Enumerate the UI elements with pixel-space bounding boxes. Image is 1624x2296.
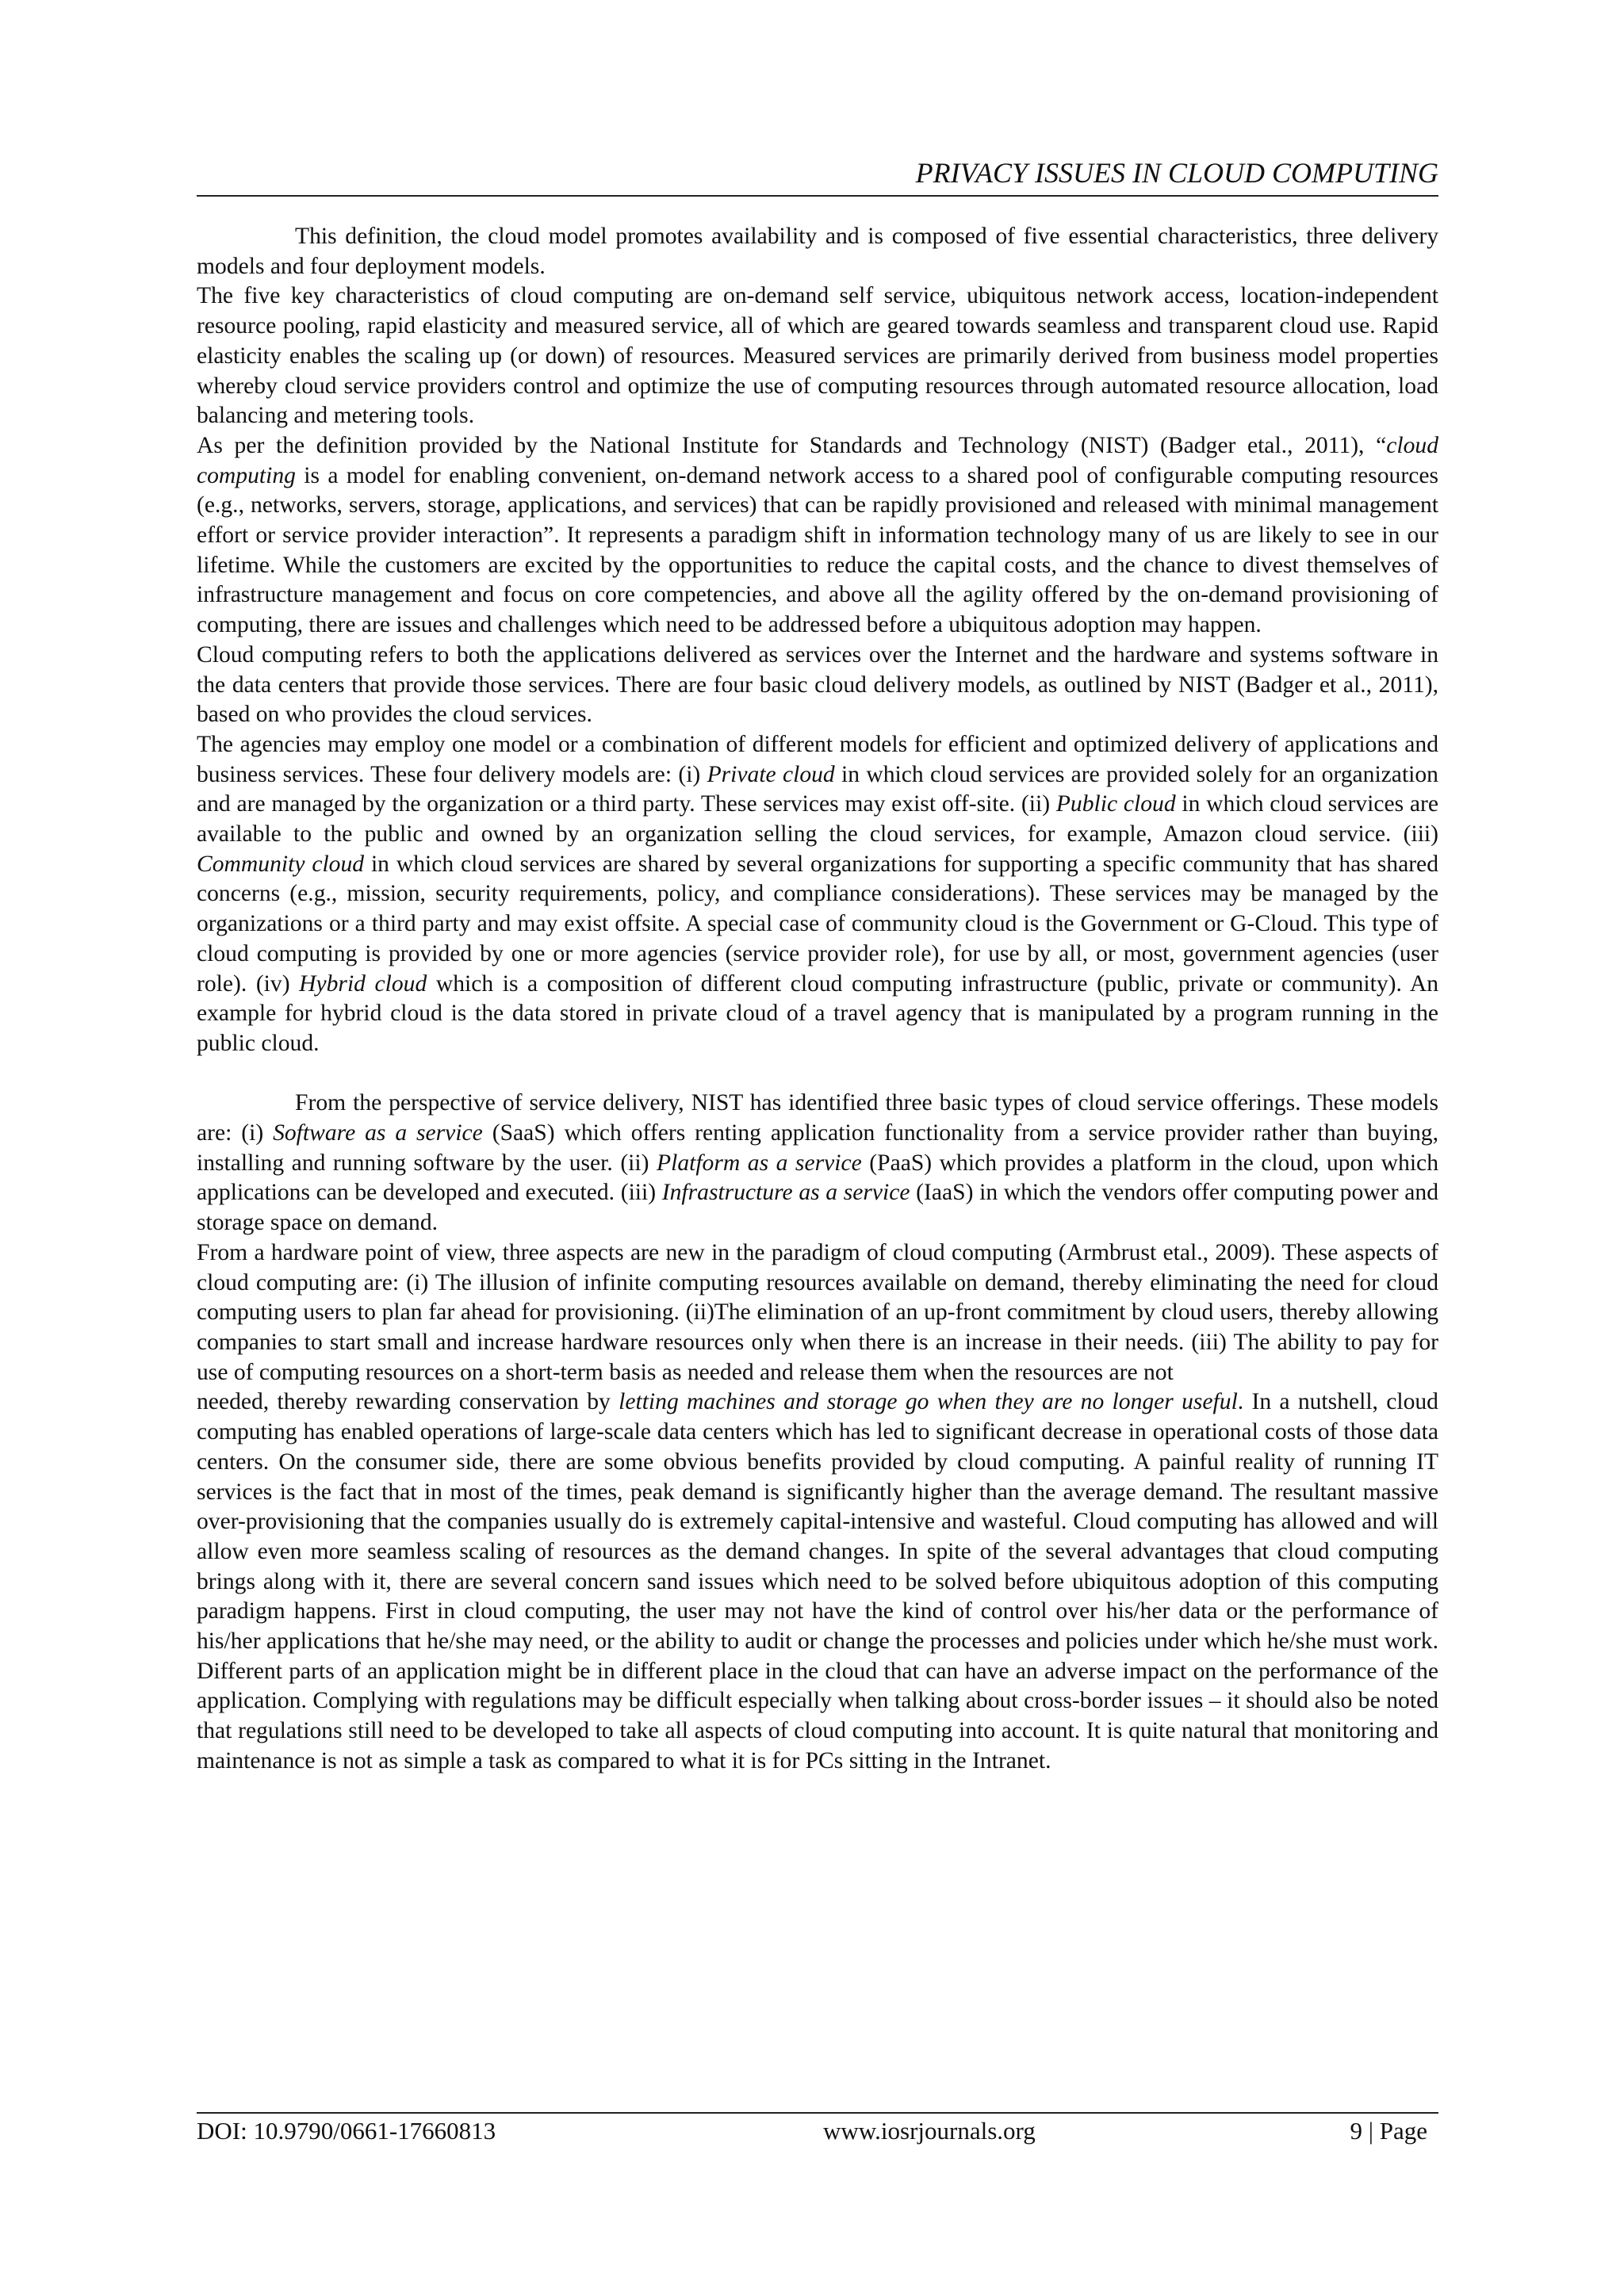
paragraph-4: Cloud computing refers to both the applications delivered as services over the Internet and the hardware and systems software in the data centers that provide those services. There are four basic cloud delivery models, as outlined by NIST (Badger et al., 2011), based on who provides the cloud services. bbox=[197, 641, 1438, 728]
italic-term: letting machines and storage go when they are no longer useful bbox=[619, 1389, 1238, 1415]
italic-term: Community cloud bbox=[197, 851, 365, 877]
italic-term: Infrastructure as a service bbox=[661, 1180, 910, 1206]
text-run: The agencies may employ one model or a combination of different models for efficient and optimized delivery of applications and business services. These four delivery models are: (i) bbox=[197, 731, 1438, 787]
header-rule bbox=[197, 195, 1438, 197]
text-run: is a model for enabling convenient, on-demand network access to a shared pool of configurable computing resources (e.g., networks, servers, storage, applications, and services) that can be rapidly provisioned and released with minimal management effort or service provider interaction”. It represents a paradigm shift in information technology many of us are likely to see in our lifetime. While the customers are excited by the opportunities to reduce the capital costs, and the chance to divest themselves of infrastructure management and focus on core competencies, and above all the agility offered by the on-demand provisioning of computing, there are issues and challenges which need to be addressed before a ubiquitous adoption may happen. bbox=[197, 462, 1438, 638]
paragraph-1: This definition, the cloud model promotes availability and is composed of five essential characteristics, three delivery models and four deployment models. bbox=[197, 224, 1438, 279]
footer-page-number: 9 | Page bbox=[1350, 2117, 1427, 2145]
text-run: As per the definition provided by the National Institute for Standards and Technology (NIST) (Badger etal., 2011), “ bbox=[197, 432, 1387, 458]
italic-term: Private cloud bbox=[707, 761, 835, 787]
paragraph-7: From a hardware point of view, three aspects are new in the paradigm of cloud computing (Armbrust etal., 2009). These aspects of cloud computing are: (i) The illusion of infinite computing resources available on demand, thereby eliminating the need for cloud computing users to plan far ahead for provisioning. (ii)The elimination of an up-front commitment by cloud users, thereby allowing companies to start small and increase hardware resources only when there is an increase in their needs. (iii) The ability to pay for use of computing resources on a short-term basis as needed and release them when the resources are not bbox=[197, 1239, 1438, 1385]
paragraph-2: The five key characteristics of cloud computing are on-demand self service, ubiquitous network access, location-independent resource pooling, rapid elasticity and measured service, all of which are geared towards seamless and transparent cloud use. Rapid elasticity enables the scaling up (or down) of resources. Measured services are primarily derived from business model properties whereby cloud service providers control and optimize the use of computing resources through automated resource allocation, load balancing and metering tools. bbox=[197, 283, 1438, 429]
paragraph-8 bbox=[197, 1387, 1438, 1776]
page-footer bbox=[197, 2115, 1438, 2147]
paragraph-6 bbox=[197, 1089, 1438, 1238]
italic-term: Software as a service bbox=[273, 1120, 483, 1146]
footer-website: www.iosrjournals.org bbox=[823, 2117, 1036, 2145]
italic-term: Platform as a service bbox=[657, 1150, 862, 1176]
paragraph-5 bbox=[197, 730, 1438, 1059]
italic-term: Public cloud bbox=[1055, 791, 1176, 817]
text-run: (SaaS) which offers renting application functionality from a service provider rather than buying, installing and running software by the user. (ii) bbox=[197, 1120, 1438, 1176]
footer-doi: DOI: 10.9790/0661-17660813 bbox=[197, 2117, 496, 2145]
text-run: which is a composition of different cloud computing infrastructure (public, private or community). An example for hybrid cloud is the data stored in private cloud of a travel agency that is manipulated by a program running in the public cloud. bbox=[197, 970, 1438, 1056]
text-run: From the perspective of service delivery, NIST has identified three basic types of cloud service offerings. These models are: (i) bbox=[197, 1090, 1438, 1146]
italic-term: cloud computing bbox=[197, 432, 1438, 488]
paragraph-3 bbox=[197, 431, 1438, 641]
text-run: (PaaS) which provides a platform in the cloud, upon which applications can be developed and executed. (iii) bbox=[197, 1150, 1438, 1206]
text-run: in which cloud services are available to the public and owned by an organization selling the cloud services, for example, Amazon cloud service. (iii) bbox=[197, 791, 1439, 848]
text-run: in which cloud services are shared by several organizations for supporting a specific community that has shared concerns (e.g., mission, security requirements, policy, and compliance considerations). These services may be managed by the organizations or a third party and may exist offsite. A special case of community cloud is the Government or G-Cloud. This type of cloud computing is provided by one or more agencies (service provider role), for use by all, or most, government agencies (user role). (iv) bbox=[197, 851, 1438, 997]
body-text bbox=[197, 222, 1438, 1777]
text-run: needed, thereby rewarding conservation by bbox=[197, 1389, 619, 1415]
page bbox=[197, 0, 1438, 2296]
text-run: (IaaS) in which the vendors offer computing power and storage space on demand. bbox=[197, 1180, 1438, 1236]
italic-term: Hybrid cloud bbox=[299, 970, 427, 997]
text-run: in which cloud services are provided solely for an organization and are managed by the organization or a third party. These services may exist off-site. (ii) bbox=[197, 761, 1438, 817]
running-head: PRIVACY ISSUES IN CLOUD COMPUTING bbox=[915, 157, 1438, 189]
text-run: . In a nutshell, cloud computing has enabled operations of large-scale data centers which has led to significant decrease in operational costs of those data centers. On the consumer side, there are some obvious benefits provided by cloud computing. A painful reality of running IT services is the fact that in most of the times, peak demand is significantly higher than the average demand. The resultant massive over-provisioning that the companies usually do is extremely capital-intensive and wasteful. Cloud computing has allowed and will allow even more seamless scaling of resources as the demand changes. In spite of the several advantages that cloud computing brings along with it, there are several concern sand issues which need to be solved before ubiquitous adoption of this computing paradigm happens. First in cloud computing, the user may not have the kind of control over his/her data or the performance of his/her applications that he/she may need, or the ability to audit or change the processes and policies under which he/she must work. Different parts of an application might be in different place in the cloud that can have an adverse impact on the performance of the application. Complying with regulations may be difficult especially when talking about cross-border issues – it should also be noted that regulations still need to be developed to take all aspects of cloud computing into account. It is quite natural that monitoring and maintenance is not as simple a task as compared to what it is for PCs sitting in the Intranet. bbox=[197, 1389, 1438, 1774]
footer-rule bbox=[197, 2112, 1438, 2114]
